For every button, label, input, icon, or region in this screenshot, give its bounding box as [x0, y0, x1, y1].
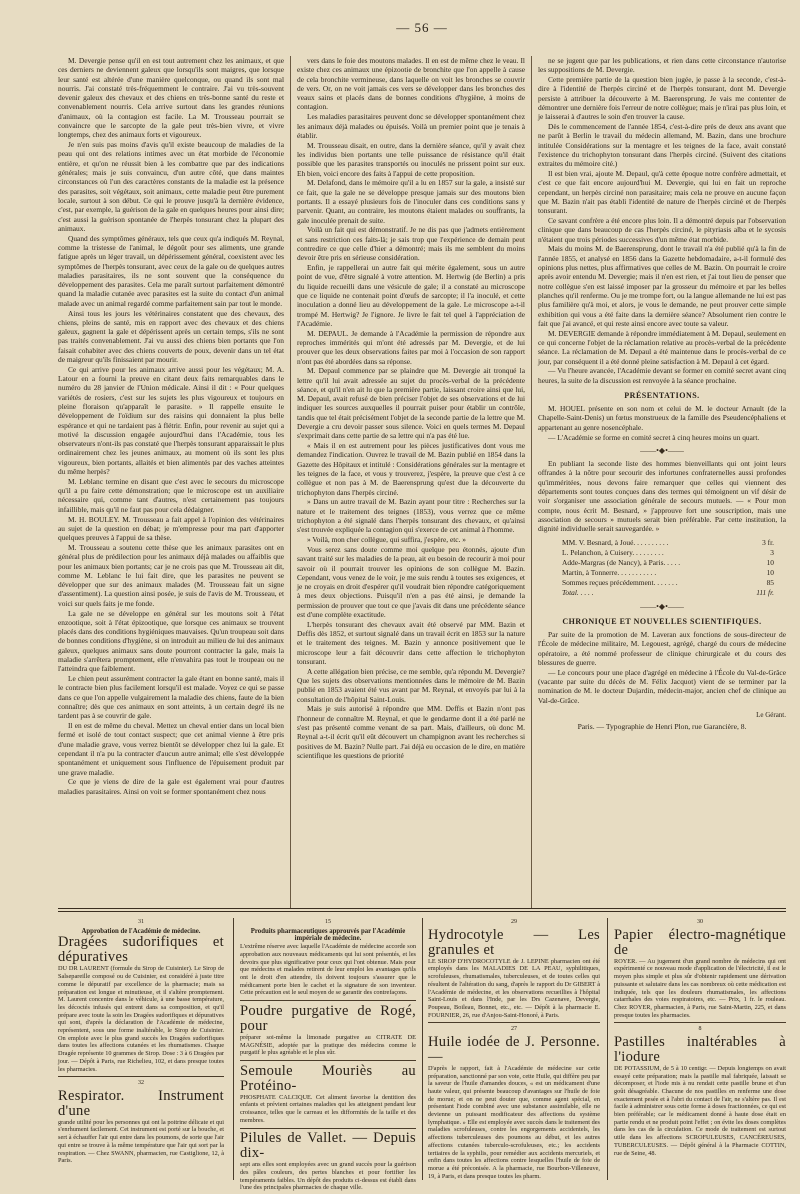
ad-number: 32 [138, 1080, 144, 1087]
subscriber-name: Adde-Margras (de Nancy), à Paris. . . . . [562, 557, 681, 567]
subscription-row [538, 578, 786, 588]
ad-headline: Respirator. Instrument d'une [58, 1087, 224, 1119]
subscription-amount: 10 [766, 557, 774, 567]
ad-separator [240, 1000, 416, 1001]
paragraph: Ce que je viens de dire de la gale est également vrai pour d'autres maladies parasitaires. Ainsi on voit se former spontanément chez nous [58, 777, 284, 796]
paragraph: Par suite de la promotion de M. Laveran aux fonctions de sous-directeur de l'École de médecine militaire, M. Legouest, agrégé, chargé du cours de médecine opératoire, a été nommé professeur de clinique chirurgicale et du cours des blessures de guerre. [538, 630, 786, 668]
paragraph: Je n'en suis pas moins d'avis qu'il existe beaucoup de maladies de la peau qui ont des relations intimes avec un état morbide de l'économie entière, et qu'on ne réussit bien à les combattre que par des indications générales; mais je suis convaincu, d'un autre côté, que dans maintes circonstances où l'un des caractères constants de la maladie est la présence des parasites, soit végétaux, soit animaux, cette maladie peut être purement locale, surtout à son début. Ce qui le prouve jusqu'à la dernière évidence, c'est, par exemple, la guérison de la gale en quelques heures pour ainsi dire; c'est aussi la guérison spontanée de l'herpès tonsurant chez la plupart des animaux. [58, 140, 284, 233]
advertisements-section [58, 918, 786, 1192]
paragraph: Ce qui arrive pour les animaux arrive aussi pour les végétaux; M. A. Latour en a fourni la preuve en citant deux faits remarquables dans le numéro du 28 janvier de l'Union médicale. Ainsi il dit : « Pour quelques variétés de rosiers, c'est sur les sujets les plus vigoureux et toujours en pleine floraison qu'apparaît le parasite. » Il rappelle ensuite le développement de l'oïdium sur des raisins qui donnaient la plus belle espérance et qui ne tardaient pas à flétrir. Enfin, pour revenir au sujet qui a motivé la discussion engagée aujourd'hui dans l'Académie, tous les observateurs n'ont-ils pas constaté que l'herpès tonsurant apparaissait le plus ordinairement chez les jeunes animaux, au moment où ils sont les plus vigoureux, bien portants, allaités et bien alimentés par des vaches atteintes du même herpès? [58, 364, 284, 477]
ad-separator [428, 1022, 600, 1023]
ad-number: 27 [511, 1026, 517, 1033]
page-number: — 56 — [396, 20, 448, 35]
paragraph: M. Delafond, dans le mémoire qu'il a lu en 1857 sur la gale, a insisté sur ce fait, que la gale ne se développe presque jamais sur des moutons bien portants. Il a essayé plusieurs fois de l'inoculer dans ces conditions sans y parvenir. Quant, au contraire, les moutons étaient malades ou souffrants, la gale inoculée prenait de suite. [297, 178, 525, 225]
ad-headline: Dragées sudorifiques et dépuratives [58, 934, 224, 966]
ad-text: DE POTASSIUM, de 5 à 10 centigr. — Depuis longtemps on avait essayé cette préparation; mais la pastille mal fabriquée, laissait se décomposer, et l'iode mis à nu rendait cette pastille brune et d'un goût désagréable. Chacune de nos pastilles en renferme une dose exactement pesée et à l'abri du contact de l'air, ne s'altère pas. Il est facile à administrer sous cette forme à doses fractionnées, ce qui est bien préférable; car le médicament donné à haute dose était en partie rendu et ne produit point l'effet ; on évite les doses complètes dans les cas de la circulation. Ce mode de traitement est surtout utile dans les affections SCROFULEUSES, CANCÉREUSES, TUBERCULEUSES. — Dépôt général à la Pharmacie COTTIN, rue de Seine, 48. [614, 1064, 786, 1157]
paragraph: Ainsi tous les jours les vétérinaires constatent que des chevaux, des chiens, pleins de santé, mis en rapport avec des chevaux et des chiens galeux, gagnent la gale et dépérissent après un certain temps, s'ils ne sont pas traités convenablement. J'ai vu aussi des chiens bien portants que l'on faisait cohabiter avec des chiens couverts de poux, devenir dans un tel état de maigreur qu'ils finissaient par mourir. [58, 308, 284, 364]
paragraph: L'herpès tonsurant des chevaux avait été observé par MM. Bazin et Deffis dès 1852, et surtout signalé dans un travail écrit en 1853 sur la nature et le traitement des teignes. M. Bazin y annonce positivement que le microscope leur a fait découvrir dans cette affection le trichophyton tonsurant. [297, 619, 525, 666]
subscription-row [538, 568, 786, 578]
ad-headline: Papier électro-magnétique de [614, 926, 786, 958]
subscriber-name: Martin, à Tonnerre. . . . . . . . . . . [562, 567, 657, 577]
ad-column-2 [240, 918, 416, 1192]
ad-separator [614, 1022, 786, 1023]
ad-text: préparer soi-même la limonade purgative au CITRATE DE MAGNÉSIE, adoptée par la pratique des médecins comme le purgatif le plus agréable et le plus sûr. [240, 1033, 416, 1057]
ad-headline: Semoule Mouriès au Protéino- [240, 1062, 416, 1094]
subscription-list [538, 538, 786, 598]
paragraph: M. Devergie pense qu'il en est tout autrement chez les animaux, et que ces derniers ne deviennent galeux que lorsqu'ils sont maigres, que lorsque leur santé est altérée d'une manière quelconque, ou quand ils sont mal nourris. J'ai constaté très-fréquemment le contraire. J'ai vu très-souvent devenir galeux des chevaux et des chiens en très-bonne santé du reste et convenablement nourris. Cela arrive surtout dans les grandes réunions d'animaux, où la contagion est facile. La M. Trousseau pourrait se convaincre que le sarcopte de la gale peut très-bien vivre, et vivre longtemps, chez des animaux forts et vigoureux. [58, 56, 284, 140]
ad-title: Produits pharmaceutiques approuvés par l'Académie impériale de médecine. [250, 927, 406, 943]
ad-number: 31 [138, 919, 144, 925]
ornament-divider: ——•◆•—— [640, 445, 684, 455]
paragraph: — L'Académie se forme en comité secret à cinq heures moins un quart. [548, 432, 760, 442]
paragraph: En publiant la seconde liste des hommes bienveillants qui ont joint leurs offrandes à la nôtre pour secourir des infortunes confraternelles aussi profondes qu'imméritées, nous devons faire remarquer que celles qui viennent des départements sont toutes conçues dans des termes qui témoignent un vif désir de voir s'organiser une association générale de secours mutuels. — « Pour mon compte, nous écrit M. Besnard, » j'approuve fort une souscription, mais une association de secours » mutuels serait bien préférable. Par cette institution, la dignité individuelle serait sauvegardée. » [538, 459, 786, 534]
signature: Le Gérant. [756, 711, 786, 720]
paragraph: Quand des symptômes généraux, tels que ceux qu'a indiqués M. Reynal, comme la tristesse de l'animal, le dégoût pour ses aliments, une grande fatigue après un léger travail, un dépérissement général, coexistent avec les symptômes de l'herpès tonsurant, avec ceux de la gale ou de quelques autres maladies parasitaires, ils ne sont souvent que la conséquence du développement des parasites. Cela me paraît surtout parfaitement démontré quand la maladie cutanée avec parasites est la suite du contact d'un animal malade avec un animal regardé comme parfaitement sain par tout le monde. [58, 233, 284, 308]
paragraph: M. DEVERGIE demande à répondre immédiatement à M. Depaul, seulement en ce qui concerne l'objet de la réclamation relative au procès-verbal de la précédente séance. La réclamation de M. Depaul a été maintenue dans le procès-verbal de ce jour, par conséquent il a été donné pleine satisfaction à M. Depaul à cet égard. [538, 328, 786, 366]
paragraph: — Le concours pour une place d'agrégé en médecine à l'École du Val-de-Grâce (vacante par suite du décès de M. Félix Jacquot) vient de se terminer par la nomination de M. le docteur Dujardin, médecin-major, ancien chef de clinique au Val-de-Grâce. [538, 667, 786, 705]
paragraph: Il est bien vrai, ajoute M. Depaul, qu'à cette époque notre confrère admettait, et c'est ce que fait encore aujourd'hui M. Devergie, qui lui en fait un reproche cependant, un herpès circiné non parasitaire; mais cela ne prouve en aucune façon que M. Bazin n'ait pas établi l'identité de nature de l'herpès circiné et de l'herpès tonsurant. [538, 169, 786, 216]
total-label: Total. . . . . [562, 587, 594, 597]
ad-column-4 [614, 918, 786, 1157]
ad-number: 29 [511, 919, 517, 925]
paragraph: ne se jugent que par les publications, et rien dans cette circonstance n'autorise les suppositions de M. Devergie. [538, 56, 786, 75]
advertisement-top-rule [58, 911, 786, 912]
paragraph: Ce savant confrère a été encore plus loin. Il a démontré depuis par l'observation clinique que dans beaucoup de cas l'herpès circiné, le pityriasis alba et le sycosis n'étaient que trois périodes successives d'un même état morbide. [538, 216, 786, 244]
paragraph: Voilà un fait qui est démonstratif. Je ne dis pas que j'admets entièrement et sans restriction ces faits-là; je sais trop que l'expérience de demain peut contredire ce que celle d'hier a démontré; mais ils me semblent du moins devoir être pris en sérieuse considération. [297, 225, 525, 263]
paragraph: La gale ne se développe en général sur les moutons soit à l'état enzootique, soit à l'état épizootique, que lorsque ces animaux se trouvent placés dans des conditions hygiéniques mauvaises. Qu'un troupeau soit dans de bonnes conditions d'hygiène, si on introduit au milieu de lui des animaux galeux, quelques animaux sans doute pourront contracter la gale, mais la maladie s'arrêtera promptement, elle n'envahira pas tout le troupeau ou ne l'atteindra que faiblement. [58, 608, 284, 674]
paragraph: Il en est de même du cheval. Mettez un cheval entier dans un local bien fermé et isolé de tout contact suspect; que cet animal vienne à être pris d'une maladie grave, vous verrez bientôt se développer chez lui la gale. Et cependant il n'a pu la contracter d'aucun autre animal; elle s'est développée spontanément et uniquement sous l'influence de l'épuisement produit par une grave maladie. [58, 721, 284, 777]
paragraph: Mais du moins M. de Baerensprung, dont le travail n'a été publié qu'à la fin de l'année 1855, et analysé en 1856 dans la Gazette hebdomadaire, a-t-il formulé des opinions plus nettes, plus affirmatives que celles de M. Bazin. On pourrait le croire après avoir entendu M. Devergie; mais il n'en est rien, et j'ai tout lieu de penser que notre collègue s'en est laissé imposer par la grosseur du mémoire et par les belles planches qu'il renferme. Ou je me trompe fort, ou la langue allemande ne lui est pas plus familière qu'à moi, et alors, je vous le demande, ne peut prouver cette simple exhibition qui vous a été faite dans la dernière séance? Absolument rien contre le fait que j'ai avancé, et qui reste ainsi encore avec toute sa valeur. [538, 244, 786, 328]
paragraph: M. DEPAUL. Je demande à l'Académie la permission de répondre aux reproches immérités qui m'ont été adressés par M. Devergie, et de lui prouver que les deux observations faites par moi à l'occasion de son rapport n'ont pas été abordées dans sa réponse. [297, 328, 525, 366]
ad-number: 30 [697, 919, 703, 925]
subscription-row [538, 548, 786, 558]
paragraph: M. H. BOULEY. M. Trousseau a fait appel à l'opinion des vétérinaires au sujet de la question en débat; je m'empresse pour ma part d'apporter quelques preuves à l'appui de sa thèse. [58, 514, 284, 543]
ad-divider [422, 918, 423, 1180]
ad-column-1 [58, 918, 224, 1165]
paragraph: M. Trousseau disait, en outre, dans la dernière séance, qu'il y avait chez les individus bien portants une telle puissance de résistance qu'il était possible que les parasites transportés ou inoculés ne prissent point sur eux. Eh bien, voici encore des faits à l'appui de cette proposition. [297, 140, 525, 178]
ad-headline: Hydrocotyle — Les granules et [428, 926, 600, 958]
paragraph: Le chien peut assurément contracter la gale étant en bonne santé, mais il le contracte bien plus facilement lorsqu'il est malade. Voyez ce qui se passe dans ce que l'on appelle vulgairement la maladie des chiens, faute de la bien connaître; dès que ces animaux en sont atteints, à un certain degré ils ne tardent pas à se couvrir de gale. [58, 674, 284, 721]
paragraph: Mais je suis autorisé à répondre que MM. Deffis et Bazin n'ont pas l'honneur de connaître M. Reynal, et que le gendarme dont il a été parlé ne s'est pas présenté comme venant de sa part. Mais, d'ailleurs, où donc M. Reynal a-t-il écrit qu'il eût découvert un champignon avant les recherches si positives de M. Bazin? Nulle part. J'ai déjà eu occasion de le dire, en matière scientifique les questions de priorité [297, 704, 525, 760]
ad-text: grande utilité pour les personnes qui ont la poitrine délicate et qui s'enrhument facilement. Cet instrument est porté sur la bouche, et sert à échauffer l'air qui entre dans les poumons, de sorte que l'air qui entre se trouve à la même température que l'air qui sort par la respiration. — Chez SWANN, pharmacien, rue Castiglione, 12, à Paris. [58, 1118, 224, 1165]
subscription-total [538, 588, 786, 598]
ad-headline: Pastilles inaltérables à l'iodure [614, 1033, 786, 1065]
ad-headline: Poudre purgative de Rogé, pour [240, 1002, 416, 1034]
ad-text: DU DR LAURENT (formule du Sirop de Cuisinier). Le Sirop de Salsepareille composé ou de Cuisinier, est considéré à juste titre comme le dépuratif par excellence de la pharmacie; mais sa préparation est longue et minutieuse, et il s'altère promptement. M. Laurent concentre dans le véhicule, à une basse température, les décoctés infusés qui entrent dans sa composition, et qu'il prépare avec toute la soin les Dragées sudorifiques et dépuratives qui sont, d'après la déclaration de l'Académie de médecine, représentent, sous une forme inaltérable, le Sirop de Cuisinier. On emploie avec le plus grand succès les Dragées sudorifiques dans toutes les affections cutanées et les rhumatismes. Chaque Dragée représente 10 grammes de Sirop. Dose : 3 à 6 Dragées par jour. — Dépôt à Paris, rue Richelieu, 102, et dans presque toutes les pharmacies. [58, 965, 224, 1073]
ad-divider [607, 918, 608, 1180]
ad-separator [240, 1060, 416, 1061]
ad-headline: Pilules de Vallet. — Depuis dix- [240, 1130, 416, 1162]
total-amount: 111 fr. [756, 587, 774, 597]
column-1 [58, 56, 284, 796]
subscription-amount: 85 [766, 577, 774, 587]
printer-imprint: Paris. — Typographie de Henri Plon, rue Garancière, 8. [577, 722, 747, 732]
advertisement-top-rule [58, 908, 786, 909]
ad-text: sept ans elles sont employées avec un grand succès pour la guérison des pâles couleurs, des pertes blanches et pour fortifier les tempéraments faibles. Un dépôt des produits ci-dessus est établi dans l'une des principales pharmacies de chaque ville. [240, 1161, 416, 1192]
paragraph: Les maladies parasitaires peuvent donc se développer spontanément chez les animaux déjà malades ou épuisés. Voilà un premier point que je tenais à établir. [297, 112, 525, 140]
ad-separator [58, 1076, 224, 1077]
paragraph: Cette première partie de la question bien jugée, je passe à la seconde, c'est-à-dire à l'identité de l'herpès circiné et de l'herpès tonsurant, dont M. Devergie persiste à attribuer la découverte à M. Baerensprung. Je vais me contenter de démontrer une dernière fois l'erreur de notre collègue; mais je n'irai pas plus loin, et je laisserai à d'autres le soin d'en trouver la cause. [538, 75, 786, 122]
ad-text: D'après le rapport, fait à l'Académie de médecine sur cette préparation, sanctionné par son vote, cette Huile, qui diffère peu par la saveur de l'huile d'amandes douces, « est un médicament d'une haute valeur, qui présente beaucoup d'avantages sur l'huile de foie de morue; et on ne peut douter que, comme agent spécial, en présentant l'iode combiné avec une substance assimilable, elle ne devienne un puissant modificateur des affections du système lymphatique. » Elle est employée avec succès dans le traitement des maladies scrofuleuses, contre les engorgements accidentels, les affections tuberculeuses des poumons au début, et les autres affections cutanées tuberculo-scrofuleuses, etc.; les accidents tertiaires de la syphilis, pour remédier aux accidents mercuriels, et enfin dans toutes les affections contre lesquelles l'huile de foie de morue a été préconisée. A la pharmacie, rue Bourbon-Villeneuve, 19, à Paris, et dans presque toutes les pharm. [428, 1064, 600, 1180]
paragraph: Enfin, je rappellerai un autre fait qui mérite également, sous un autre point de vue, d'être signalé à votre attention. M. Hertwig (de Berlin) a pris du liquide recueilli dans une vésicule de gale; il a constaté au microscope que ce liquide ne contenait point d'œufs de sarcopte; il l'a inoculé, et cette inoculation a donné lieu au développement de la gale. Le microscope a-t-il trompé M. Hertwig? Je l'ignore. Je livre le fait tel quel à l'appréciation de l'Académie. [297, 263, 525, 328]
ad-column-3 [428, 918, 600, 1180]
paragraph: M. Depaul commence par se plaindre que M. Devergie ait tronqué la lettre qu'il lui avait adressée au sujet du procès-verbal de la précédente séance, et qu'il n'en ait lu que la première partie, laissant croire ainsi que lui, M. Depaul, avait refusé de bien préciser l'objet de ses observations et de lui indiquer les sources auxquelles il pourrait puiser pour établir un contrôle, tandis que tel était précisément l'objet de la seconde partie de la lettre que M. Devergie a cru devoir passer sous silence. Voici en quels termes M. Depaul s'exprimait dans cette partie de sa lettre qui n'a pas été lue. [297, 366, 525, 441]
ad-text: ROYER. — Au jugement d'un grand nombre de médecins qui ont expérimenté ce nouveau mode d'application de l'électricité, il est le moyen plus simple et plus sûr d'obtenir rapidement une dérivation puissante et salutaire dans les cas nombreux où cette médication est indiquée, tels que les douleurs rhumatismales, les affections catarrhales des voies respiratoires, etc. — Prix, 1 fr. le rouleau. Chez ROYER, pharmacien, à Paris, rue Saint-Martin, 225, et dans presque toutes les pharmacies. [614, 957, 786, 1019]
section-heading-presentations: PRÉSENTATIONS. [624, 390, 700, 400]
newspaper-page [58, 20, 786, 1192]
ad-text: PHOSPHATE CALCIQUE. Cet aliment favorise la dentition des enfants et prévient certaines maladies qui les atteignent pendant leur croissance, telles que le carreau et les difformités de la taille et des membres. [240, 1093, 416, 1124]
paragraph: Dès le commencement de l'année 1854, c'est-à-dire près de deux ans avant que ne parût à Berlin le travail du médecin allemand, M. Bazin, dans une brochure intitulée Considérations sur la mentagre et les teignes de la face, avait constaté l'existence du trichophyton tonsurant dans l'herpès circiné. (Suivent des citations extraites du mémoire cité.) [538, 122, 786, 169]
paragraph: M. Trousseau a soutenu cette thèse que les animaux parasites ont en général plus de prédilection pour les animaux déjà malades ou affaiblis que pour les animaux bien portants; car je ne crois pas que M. Trousseau ait dit, comme M. Leblanc le lui fait dire, que les parasites ne peuvent se développer que sur des animaux malades (M. Trousseau fait un signe d'assentiment). La question ainsi posée, je suis de l'avis de M. Trousseau, et voici sur quels faits je me fonde. [58, 542, 284, 608]
subscriber-name: MM. V. Besnard, à Joué. . . . . . . . . . [562, 537, 669, 547]
paragraph: « Mais il en est autrement pour les pièces justificatives dont vous me demandez l'indication. Ouvrez le travail de M. Bazin publié en 1854 dans la Gazette des Hôpitaux et intitulé : Considérations générales sur la mentagre et les teignes de la face, et vous y trouverez, j'espère, la preuve que c'est à ce collègue et non pas à M. de Baerensprung qu'est due la découverte du trichophyton dans l'herpès circiné. [297, 441, 526, 497]
ad-separator [240, 1128, 416, 1129]
paragraph: — Vu l'heure avancée, l'Académie devant se former en comité secret avant cinq heures, la suite de la discussion est renvoyée à la séance prochaine. [538, 366, 786, 385]
column-3 [538, 56, 786, 732]
ad-title: Approbation de l'Académie de médecine. [81, 927, 201, 935]
paragraph: Vous serez sans doute comme moi quelque peu étonnés, ajoute d'un savant traité sur les maladies de la peau, ait eu besoin de recourir à moi pour savoir où il pourrait trouver les opinions de son collègue M. Bazin. Cependant, vous venez de le voir, je me suis rendu à toutes ses exigences, et je ne croyais en droit d'espérer qu'il voudrait bien répondre catégoriquement à mes deux objections. Puisqu'il n'en a pas été ainsi, je demande la permission de prouver que tout ce que j'avais dit dans une précédente séance est d'une complète exactitude. [297, 544, 525, 620]
column-2 [297, 56, 525, 761]
ad-divider [233, 918, 234, 1180]
ad-number: 15 [325, 919, 331, 925]
column-divider [290, 56, 291, 908]
subscription-amount: 10 [766, 567, 774, 577]
paragraph: » Dans un autre travail de M. Bazin ayant pour titre : Recherches sur la nature et le traitement des teignes (1853), vous verrez que ce même trichophyton a été signalé dans l'herpès tonsurant des chevaux, et qu'ainsi s'est trouvée expliquée la contagion qui s'exerce de cet animal à l'homme. [297, 497, 525, 535]
ad-headline: Huile iodée de J. Personne. — [428, 1033, 600, 1065]
ornament-divider: ——•◆•—— [640, 601, 684, 611]
ad-text: L'extrême réserve avec laquelle l'Académie de médecine accorde son approbation aux nouveaux médicaments qui lui sont présentés, et les devoirs que plus significative pour ceux qui l'ont obtenue. Mais pour que médecins et malades retirent de leur emploi les avantages qu'ils ont le droit d'en attendre, ils doivent toujours s'assurer que le médicament porte bien le cachet et la signature de son inventeur. Cette précaution est le seul moyen de se garantir des contrefaçons. [240, 943, 416, 997]
column-divider [531, 56, 532, 908]
ad-number: 8 [698, 1026, 702, 1033]
ad-text: LE SIROP D'HYDROCOTYLE de J. LEPINE pharmacien ont été employés dans les MALADIES DE LA PEAU, syphilitiques, scrofuleuses, rhumatismales, tuberculeuses, et de toutes celles qui résultent de l'altération du sang, d'après le rapport du Dr GIBERT à l'Académie de médecine, et les observations recueillies à l'hôpital Saint-Louis et dans l'Inde, par les Drs Cazenave, Devergie, Poupeau, Boileau, Bonnet, etc., etc. — Dépôt à la pharmacie E. FOURNIER, 26, rue d'Anjou-Saint-Honoré, à Paris. [428, 957, 600, 1019]
subscriber-name: L. Pelanchon, à Cuisery. . . . . . . . . [562, 547, 664, 557]
section-heading-chronique: CHRONIQUE ET NOUVELLES SCIENTIFIQUES. [562, 616, 762, 626]
subscription-row [538, 538, 786, 548]
subscription-amount: 3 [770, 547, 774, 557]
paragraph: vers dans le foie des moutons malades. Il en est de même chez le veau. Il existe chez ces animaux une épizootie de bronchite que l'on appelle à cause de cela bronchite vermineuse, dans laquelle on voit les bronches se couvrir de vers. Or, on ne voit jamais ces vers se développer dans les bronches des veaux sains et placés dans de bonnes conditions d'hygiène, à moins de contagion. [297, 56, 525, 112]
subscriber-name: Sommes reçues précédemment. . . . . . . [562, 577, 678, 587]
subscription-row [538, 558, 786, 568]
paragraph: M. HOUEL présente en son nom et celui de M. le docteur Arnault (de la Chapelle-Saint-Denis) un fœtus monstrueux de la famille des Pseudencéphaliens et appartenant au genre nosencéphale. [538, 404, 786, 432]
paragraph: M. Leblanc termine en disant que c'est avec le secours du microscope qu'il a pu faire cette démonstration; que le microscope est un auxiliaire nécessaire qui, comme tant d'autres, n'est certainement pas toujours infaillible, mais qu'il ne faut pas pour cela dédaigner. [58, 476, 284, 514]
paragraph: » Voilà, mon cher collègue, qui suffira, j'espère, etc. » [307, 535, 466, 545]
subscription-amount: 3 fr. [762, 537, 774, 547]
paragraph: A cette allégation bien précise, ce me semble, qu'a répondu M. Devergie? Que les sujets des observations mentionnées dans le mémoire de M. Bazin publié en 1853 avaient été vus avant par M. Reynal, et envoyés par lui à la consultation de l'hôpital Saint-Louis. [297, 666, 525, 704]
